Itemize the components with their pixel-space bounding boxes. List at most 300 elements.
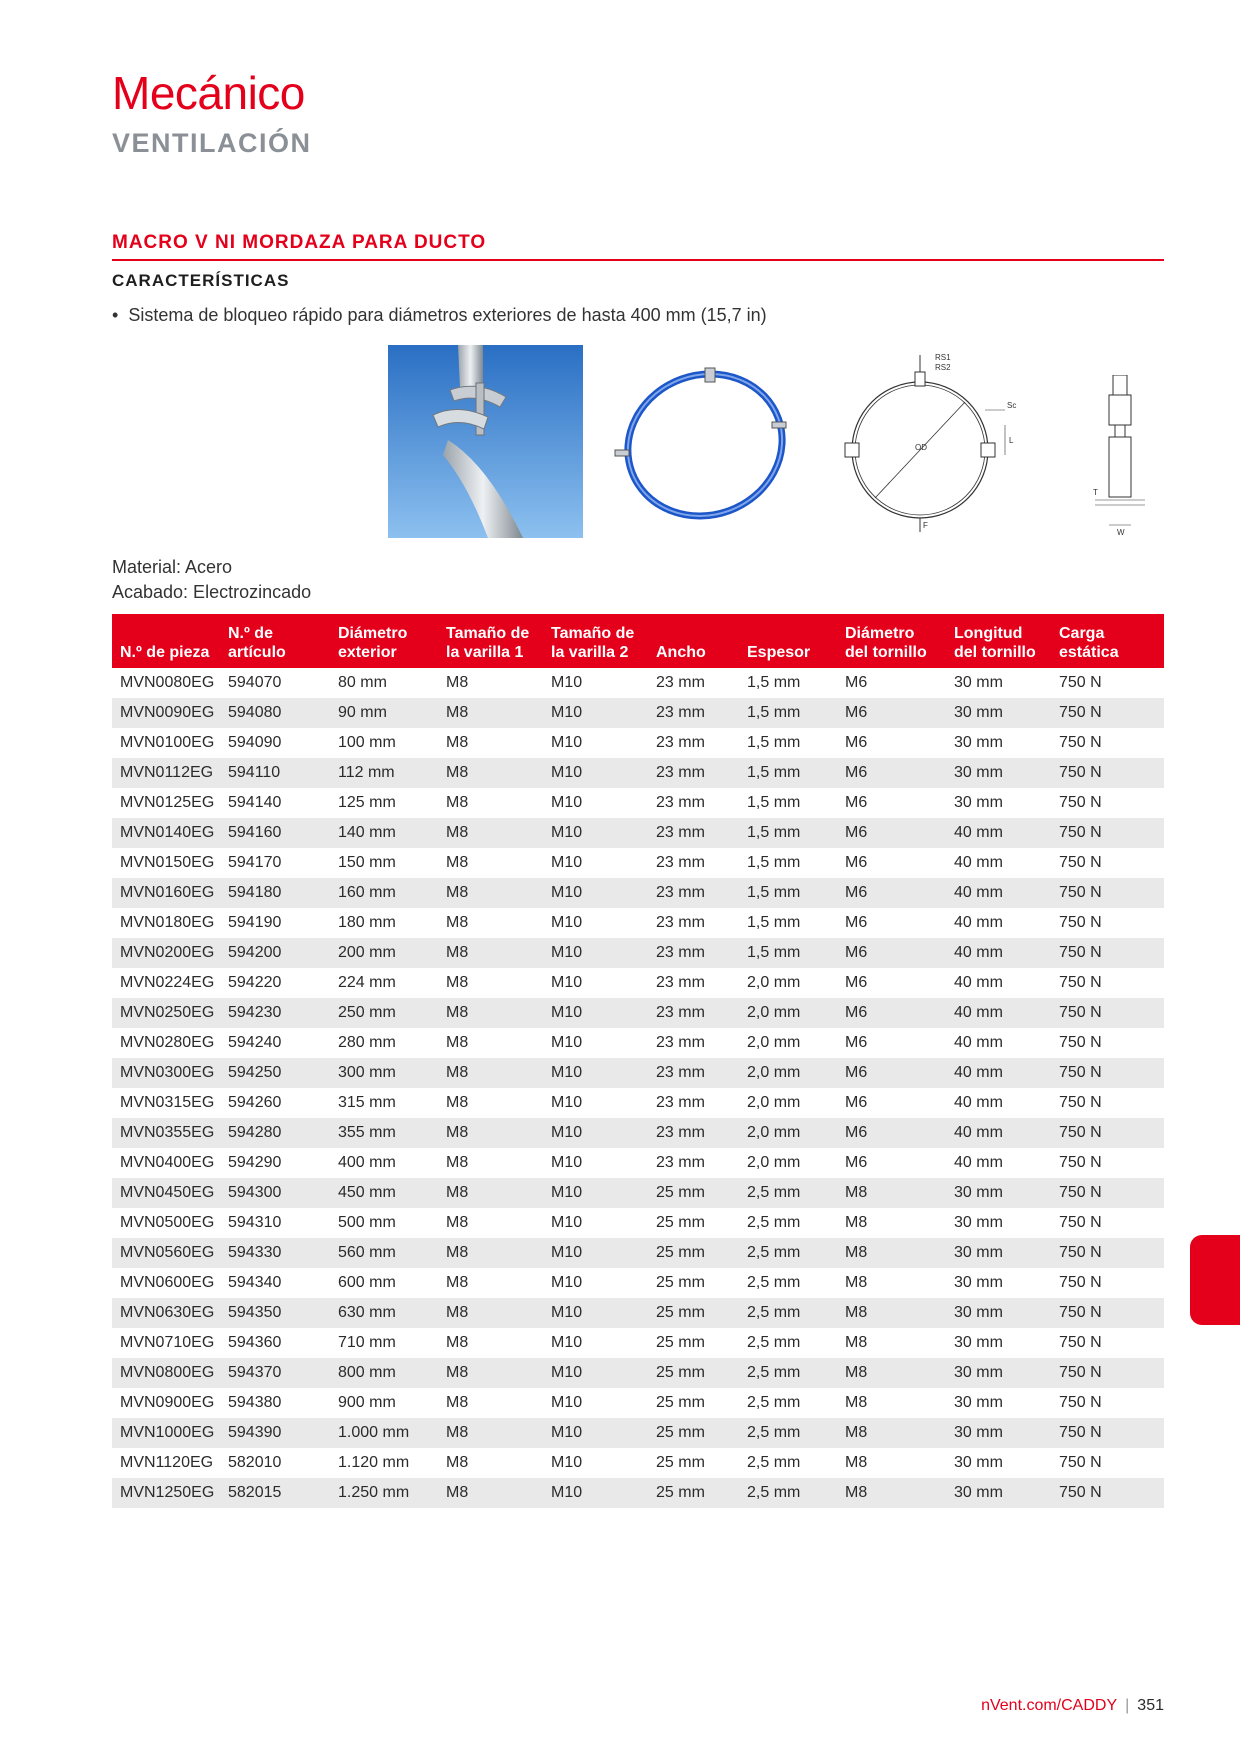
table-cell: M8 <box>438 668 543 698</box>
table-cell: 750 N <box>1051 758 1164 788</box>
table-cell: MVN0180EG <box>112 908 220 938</box>
table-cell: M8 <box>837 1238 946 1268</box>
table-cell: 750 N <box>1051 908 1164 938</box>
table-cell: MVN1250EG <box>112 1478 220 1508</box>
label-rs1: RS1 <box>935 353 951 362</box>
table-cell: 594070 <box>220 668 330 698</box>
table-cell: MVN0400EG <box>112 1148 220 1178</box>
table-cell: 23 mm <box>648 758 739 788</box>
table-cell: M10 <box>543 1388 648 1418</box>
column-header <box>330 614 438 668</box>
table-cell: M10 <box>543 1478 648 1508</box>
column-header <box>543 614 648 668</box>
table-cell: M8 <box>438 968 543 998</box>
table-cell: 750 N <box>1051 1058 1164 1088</box>
table-cell: MVN0300EG <box>112 1058 220 1088</box>
table-cell: M6 <box>837 968 946 998</box>
table-cell: 40 mm <box>946 1088 1051 1118</box>
material-info <box>112 555 311 605</box>
table-cell: 23 mm <box>648 698 739 728</box>
table-cell: 594180 <box>220 878 330 908</box>
column-header-line2: artículo <box>228 644 286 661</box>
table-cell: 750 N <box>1051 1118 1164 1148</box>
table-cell: 25 mm <box>648 1388 739 1418</box>
table-cell: 750 N <box>1051 848 1164 878</box>
table-cell: M10 <box>543 788 648 818</box>
table-cell: 1,5 mm <box>739 818 837 848</box>
table-row <box>112 788 1164 818</box>
table-row <box>112 1418 1164 1448</box>
table-cell: MVN0224EG <box>112 968 220 998</box>
table-cell: 200 mm <box>330 938 438 968</box>
table-cell: 23 mm <box>648 848 739 878</box>
table-cell: M8 <box>837 1328 946 1358</box>
table-cell: 594340 <box>220 1268 330 1298</box>
table-cell: 23 mm <box>648 1118 739 1148</box>
table-cell: M10 <box>543 1028 648 1058</box>
table-cell: M10 <box>543 728 648 758</box>
column-header <box>648 614 739 668</box>
table-cell: 750 N <box>1051 1388 1164 1418</box>
table-cell: 23 mm <box>648 908 739 938</box>
column-header <box>739 614 837 668</box>
table-cell: 30 mm <box>946 1268 1051 1298</box>
table-cell: 900 mm <box>330 1388 438 1418</box>
table-row <box>112 848 1164 878</box>
table-row <box>112 1178 1164 1208</box>
table-cell: 40 mm <box>946 1118 1051 1148</box>
table-cell: 30 mm <box>946 1478 1051 1508</box>
table-cell: 25 mm <box>648 1298 739 1328</box>
table-cell: M6 <box>837 848 946 878</box>
column-header-line2: exterior <box>338 644 397 661</box>
table-cell: M6 <box>837 728 946 758</box>
table-cell: M10 <box>543 998 648 1028</box>
table-cell: 2,0 mm <box>739 1088 837 1118</box>
table-cell: 2,5 mm <box>739 1208 837 1238</box>
table-cell: 594290 <box>220 1148 330 1178</box>
table-cell: M8 <box>438 818 543 848</box>
table-row <box>112 1118 1164 1148</box>
column-header-line2: estática <box>1059 644 1119 661</box>
table-cell: 594190 <box>220 908 330 938</box>
table-cell: 2,5 mm <box>739 1178 837 1208</box>
label-sc: Sc <box>1007 401 1017 410</box>
page-subtitle: VENTILACIÓN <box>112 128 312 158</box>
table-cell: 40 mm <box>946 968 1051 998</box>
table-cell: 750 N <box>1051 668 1164 698</box>
table-cell: M8 <box>438 1148 543 1178</box>
table-cell: 40 mm <box>946 908 1051 938</box>
table-cell: 23 mm <box>648 728 739 758</box>
table-cell: 750 N <box>1051 998 1164 1028</box>
table-cell: MVN0200EG <box>112 938 220 968</box>
table-cell: 1,5 mm <box>739 938 837 968</box>
table-row <box>112 728 1164 758</box>
table-cell: M8 <box>438 1178 543 1208</box>
table-cell: M8 <box>837 1178 946 1208</box>
table-cell: 2,5 mm <box>739 1418 837 1448</box>
table-cell: 2,5 mm <box>739 1448 837 1478</box>
table-cell: MVN0630EG <box>112 1298 220 1328</box>
column-header-line2: del tornillo <box>954 644 1036 661</box>
table-cell: 750 N <box>1051 1148 1164 1178</box>
table-cell: M8 <box>438 1268 543 1298</box>
table-cell: 750 N <box>1051 1088 1164 1118</box>
table-row <box>112 1028 1164 1058</box>
footer-separator: | <box>1125 1697 1130 1714</box>
table-cell: M8 <box>438 908 543 938</box>
table-cell: M6 <box>837 878 946 908</box>
feature-bullet-text: Sistema de bloqueo rápido para diámetros exteriores de hasta 400 mm (15,7 in) <box>128 305 767 325</box>
table-cell: 23 mm <box>648 1028 739 1058</box>
section-divider <box>112 259 1164 261</box>
table-cell: 594080 <box>220 698 330 728</box>
table-cell: 750 N <box>1051 878 1164 908</box>
table-cell: 750 N <box>1051 818 1164 848</box>
table-cell: 30 mm <box>946 668 1051 698</box>
table-cell: 750 N <box>1051 698 1164 728</box>
table-cell: 30 mm <box>946 728 1051 758</box>
table-cell: 1.000 mm <box>330 1418 438 1448</box>
table-cell: 594140 <box>220 788 330 818</box>
table-cell: 2,5 mm <box>739 1478 837 1508</box>
table-cell: 582015 <box>220 1478 330 1508</box>
table-cell: 23 mm <box>648 668 739 698</box>
page-number: 351 <box>1137 1697 1164 1714</box>
table-cell: 140 mm <box>330 818 438 848</box>
table-cell: 23 mm <box>648 938 739 968</box>
table-cell: 23 mm <box>648 1088 739 1118</box>
table-cell: 630 mm <box>330 1298 438 1328</box>
table-cell: 594300 <box>220 1178 330 1208</box>
table-cell: M10 <box>543 848 648 878</box>
table-cell: M10 <box>543 968 648 998</box>
table-cell: M10 <box>543 1118 648 1148</box>
column-header <box>438 614 543 668</box>
table-cell: M6 <box>837 668 946 698</box>
table-cell: 30 mm <box>946 1208 1051 1238</box>
table-cell: 750 N <box>1051 1478 1164 1508</box>
table-cell: 594240 <box>220 1028 330 1058</box>
clamp-dimension-drawing <box>835 350 1030 535</box>
table-cell: 594200 <box>220 938 330 968</box>
table-cell: 600 mm <box>330 1268 438 1298</box>
table-row <box>112 818 1164 848</box>
table-cell: 40 mm <box>946 878 1051 908</box>
table-cell: 30 mm <box>946 1328 1051 1358</box>
table-cell: 30 mm <box>946 788 1051 818</box>
section-title: MACRO V NI MORDAZA PARA DUCTO <box>112 232 487 253</box>
label-w: W <box>1117 528 1125 535</box>
table-cell: 90 mm <box>330 698 438 728</box>
table-cell: 25 mm <box>648 1478 739 1508</box>
table-row <box>112 938 1164 968</box>
table-row <box>112 1478 1164 1508</box>
table-cell: 300 mm <box>330 1058 438 1088</box>
table-cell: 750 N <box>1051 1358 1164 1388</box>
table-cell: M10 <box>543 1178 648 1208</box>
table-cell: 750 N <box>1051 938 1164 968</box>
column-header <box>837 614 946 668</box>
table-cell: M8 <box>438 1238 543 1268</box>
label-t: T <box>1093 488 1098 497</box>
table-cell: M8 <box>837 1388 946 1418</box>
section-tab-marker <box>1190 1235 1240 1325</box>
table-cell: 750 N <box>1051 1238 1164 1268</box>
table-row <box>112 1208 1164 1238</box>
table-cell: MVN0090EG <box>112 698 220 728</box>
table-cell: 250 mm <box>330 998 438 1028</box>
table-cell: M6 <box>837 998 946 1028</box>
column-header <box>112 614 220 668</box>
label-f: F <box>923 521 928 530</box>
table-cell: 594230 <box>220 998 330 1028</box>
table-cell: 2,5 mm <box>739 1328 837 1358</box>
table-cell: 80 mm <box>330 668 438 698</box>
table-cell: 25 mm <box>648 1208 739 1238</box>
column-header-line2: N.º de pieza <box>120 644 210 661</box>
table-cell: 594160 <box>220 818 330 848</box>
table-cell: M8 <box>438 1028 543 1058</box>
table-cell: 30 mm <box>946 1298 1051 1328</box>
table-cell: 750 N <box>1051 1028 1164 1058</box>
table-cell: 150 mm <box>330 848 438 878</box>
table-cell: M10 <box>543 1298 648 1328</box>
label-od: OD <box>915 443 927 452</box>
table-cell: 2,0 mm <box>739 1148 837 1178</box>
table-cell: 30 mm <box>946 1388 1051 1418</box>
table-cell: M8 <box>837 1478 946 1508</box>
table-cell: M8 <box>837 1298 946 1328</box>
table-cell: MVN0112EG <box>112 758 220 788</box>
table-cell: M6 <box>837 1028 946 1058</box>
table-cell: 280 mm <box>330 1028 438 1058</box>
table-cell: M6 <box>837 1118 946 1148</box>
table-cell: 2,5 mm <box>739 1388 837 1418</box>
table-cell: MVN0355EG <box>112 1118 220 1148</box>
table-cell: 400 mm <box>330 1148 438 1178</box>
table-cell: 25 mm <box>648 1358 739 1388</box>
column-header <box>1051 614 1164 668</box>
table-row <box>112 1148 1164 1178</box>
table-cell: M8 <box>438 1358 543 1388</box>
table-cell: MVN0080EG <box>112 668 220 698</box>
table-row <box>112 998 1164 1028</box>
table-cell: 40 mm <box>946 998 1051 1028</box>
page-title: Mecánico <box>112 67 305 119</box>
clamp-side-drawing <box>1085 375 1155 535</box>
table-cell: 750 N <box>1051 788 1164 818</box>
table-row <box>112 1388 1164 1418</box>
table-cell: 1,5 mm <box>739 758 837 788</box>
column-header-line1: Tamaño de <box>551 625 635 642</box>
table-cell: M10 <box>543 1208 648 1238</box>
table-cell: M8 <box>438 1118 543 1148</box>
column-header-line1: N.º de <box>228 625 273 642</box>
table-cell: 750 N <box>1051 728 1164 758</box>
table-cell: 2,0 mm <box>739 1028 837 1058</box>
table-cell: 594260 <box>220 1088 330 1118</box>
table-cell: MVN0125EG <box>112 788 220 818</box>
table-cell: 2,5 mm <box>739 1298 837 1328</box>
table-cell: 710 mm <box>330 1328 438 1358</box>
table-cell: 2,5 mm <box>739 1268 837 1298</box>
table-cell: 1.250 mm <box>330 1478 438 1508</box>
table-cell: 750 N <box>1051 1178 1164 1208</box>
table-cell: M8 <box>438 1328 543 1358</box>
table-cell: 1,5 mm <box>739 908 837 938</box>
table-cell: 23 mm <box>648 788 739 818</box>
table-cell: 25 mm <box>648 1238 739 1268</box>
table-cell: MVN0140EG <box>112 818 220 848</box>
table-body <box>112 668 1164 1508</box>
table-row <box>112 1448 1164 1478</box>
finish-text: Acabado: Electrozincado <box>112 582 312 602</box>
table-cell: M8 <box>837 1448 946 1478</box>
table-cell: M10 <box>543 818 648 848</box>
table-cell: M8 <box>438 788 543 818</box>
table-row <box>112 1268 1164 1298</box>
table-cell: 160 mm <box>330 878 438 908</box>
table-cell: 450 mm <box>330 1178 438 1208</box>
table-cell: 594330 <box>220 1238 330 1268</box>
table-cell: 25 mm <box>648 1178 739 1208</box>
table-cell: 1.120 mm <box>330 1448 438 1478</box>
table-cell: MVN0150EG <box>112 848 220 878</box>
table-cell: 40 mm <box>946 938 1051 968</box>
table-cell: M8 <box>438 698 543 728</box>
clamp-illustration <box>610 360 790 525</box>
table-cell: 594250 <box>220 1058 330 1088</box>
table-cell: 30 mm <box>946 1418 1051 1448</box>
table-cell: 23 mm <box>648 1058 739 1088</box>
table-cell: MVN0450EG <box>112 1178 220 1208</box>
table-cell: 1,5 mm <box>739 788 837 818</box>
table-cell: M6 <box>837 1088 946 1118</box>
table-cell: M8 <box>438 1208 543 1238</box>
table-cell: 1,5 mm <box>739 698 837 728</box>
table-cell: M10 <box>543 938 648 968</box>
table-cell: M8 <box>438 1448 543 1478</box>
table-cell: 23 mm <box>648 878 739 908</box>
table-cell: M8 <box>438 1388 543 1418</box>
table-cell: M6 <box>837 788 946 818</box>
table-cell: 224 mm <box>330 968 438 998</box>
table-cell: 25 mm <box>648 1448 739 1478</box>
table-cell: M10 <box>543 878 648 908</box>
column-header-line2: del tornillo <box>845 644 927 661</box>
table-cell: M6 <box>837 818 946 848</box>
table-cell: 23 mm <box>648 968 739 998</box>
table-cell: 594310 <box>220 1208 330 1238</box>
table-cell: 2,5 mm <box>739 1238 837 1268</box>
table-cell: 30 mm <box>946 1448 1051 1478</box>
table-cell: 2,0 mm <box>739 998 837 1028</box>
table-cell: M10 <box>543 1238 648 1268</box>
table-cell: M10 <box>543 1268 648 1298</box>
table-cell: 594170 <box>220 848 330 878</box>
table-cell: M6 <box>837 698 946 728</box>
table-cell: 594350 <box>220 1298 330 1328</box>
column-header-line1 <box>747 624 837 643</box>
table-cell: 30 mm <box>946 1238 1051 1268</box>
table-cell: M6 <box>837 758 946 788</box>
column-header-line1: Longitud <box>954 625 1023 642</box>
table-cell: MVN0280EG <box>112 1028 220 1058</box>
table-cell: MVN0560EG <box>112 1238 220 1268</box>
table-cell: 25 mm <box>648 1328 739 1358</box>
table-cell: M8 <box>438 758 543 788</box>
table-cell: MVN0250EG <box>112 998 220 1028</box>
table-cell: 40 mm <box>946 1058 1051 1088</box>
table-row <box>112 698 1164 728</box>
table-cell: 1,5 mm <box>739 848 837 878</box>
table-cell: 750 N <box>1051 1328 1164 1358</box>
table-row <box>112 1298 1164 1328</box>
table-cell: 1,5 mm <box>739 668 837 698</box>
column-header-line2: Espesor <box>747 644 811 661</box>
table-cell: MVN1000EG <box>112 1418 220 1448</box>
table-cell: 315 mm <box>330 1088 438 1118</box>
table-cell: M8 <box>837 1358 946 1388</box>
table-cell: 750 N <box>1051 1418 1164 1448</box>
table-cell: M10 <box>543 698 648 728</box>
table-cell: 2,0 mm <box>739 1118 837 1148</box>
table-cell: M8 <box>837 1418 946 1448</box>
table-cell: 30 mm <box>946 1358 1051 1388</box>
table-cell: M8 <box>438 1418 543 1448</box>
table-cell: MVN0315EG <box>112 1088 220 1118</box>
specifications-table <box>112 614 1164 1508</box>
table-cell: 40 mm <box>946 818 1051 848</box>
table-cell: M8 <box>438 1478 543 1508</box>
table-row <box>112 1238 1164 1268</box>
table-cell: 594360 <box>220 1328 330 1358</box>
table-header-row <box>112 614 1164 668</box>
column-header-line1: Diámetro <box>338 625 408 642</box>
table-cell: 594220 <box>220 968 330 998</box>
table-row <box>112 1058 1164 1088</box>
table-cell: 594380 <box>220 1388 330 1418</box>
table-cell: 2,5 mm <box>739 1358 837 1388</box>
column-header-line1: Carga <box>1059 625 1105 642</box>
table-cell: 750 N <box>1051 1448 1164 1478</box>
table-cell: 30 mm <box>946 1178 1051 1208</box>
table-cell: M6 <box>837 1148 946 1178</box>
table-cell: 582010 <box>220 1448 330 1478</box>
table-cell: M8 <box>438 998 543 1028</box>
table-cell: M10 <box>543 668 648 698</box>
table-cell: 40 mm <box>946 848 1051 878</box>
table-cell: M10 <box>543 1328 648 1358</box>
table-cell: 23 mm <box>648 998 739 1028</box>
table-cell: 112 mm <box>330 758 438 788</box>
table-cell: 100 mm <box>330 728 438 758</box>
column-header-line2: la varilla 1 <box>446 644 524 661</box>
table-cell: M6 <box>837 908 946 938</box>
table-cell: 23 mm <box>648 1148 739 1178</box>
label-l: L <box>1009 436 1014 445</box>
table-cell: M8 <box>438 1298 543 1328</box>
table-cell: 2,0 mm <box>739 1058 837 1088</box>
table-row <box>112 1358 1164 1388</box>
table-cell: M8 <box>438 938 543 968</box>
table-cell: M8 <box>837 1268 946 1298</box>
column-header <box>946 614 1051 668</box>
table-cell: M6 <box>837 938 946 968</box>
table-cell: M10 <box>543 1418 648 1448</box>
